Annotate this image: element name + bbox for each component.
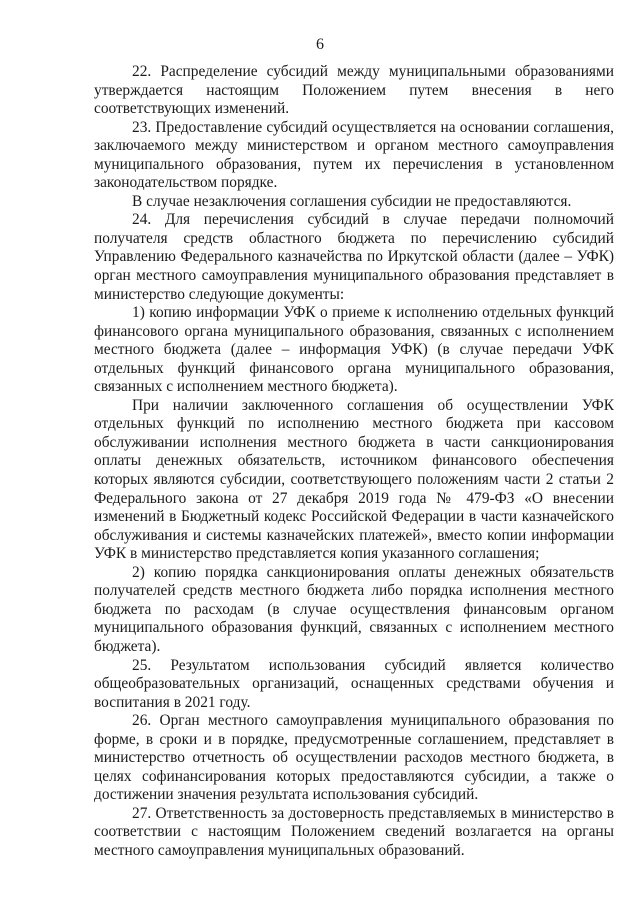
paragraph-22: 22. Распределение субсидий между муниципальными образованиями утверждается настоящим Положением путем внесения в него соответствующих изменений. (94, 63, 614, 118)
paragraph-24: 24. Для перечисления субсидий в случае передачи полномочий получателя средств областного бюджета по перечислению субсидий Управлению Федерального казначейства по Иркутской области (далее – УФК) орган местного самоуправления муниципального образования представляет в министерство следующие документы: (94, 211, 614, 303)
paragraph-24-item-2: 2) копию порядка санкционирования оплаты денежных обязательств получателей средств местного бюджета либо порядка исполнения местного бюджета по расходам (в случае осуществления финансовым органом муниципального образования функций, связанных с исполнением местного бюджета). (94, 563, 614, 655)
paragraph-27: 27. Ответственность за достоверность представляемых в министерство в соответствии с настоящим Положением сведений возлагается на органы местного самоуправления муниципальных образований. (94, 804, 614, 859)
paragraph-23: 23. Предоставление субсидий осуществляется на основании соглашения, заключаемого между министерством и органом местного самоуправления муниципального образования, путем их перечисления в установленном законодательством порядке. (94, 118, 614, 192)
page-number: 6 (316, 36, 324, 53)
paragraph-26: 26. Орган местного самоуправления муниципального образования по форме, в сроки и в порядке, предусмотренные соглашением, представляет в министерство отчетность об осуществлении расходов местного бюджета, в целях софинансирования которых предоставляются субсидии, а также о достижении значения результата использования субсидий. (94, 712, 614, 804)
paragraph-23-note: В случае незаключения соглашения субсидии не предоставляются. (132, 192, 572, 210)
document-body (94, 63, 614, 861)
paragraph-24-agreement: При наличии заключенного соглашения об осуществлении УФК отдельных функций по исполнению местного бюджета при кассовом обслуживании исполнения местного бюджета в части санкционирования оплаты денежных обязательств, источником финансового обеспечения которых являются субсидии, соответствующего положениям части 2 статьи 2 Федерального закона от 27 декабря 2019 года № 479-ФЗ «О внесении изменений в Бюджетный кодекс Российской Федерации в части казначейского обслуживания и системы казначейских платежей», вместо копии информации УФК в министерство представляется копия указанного соглашения; (94, 396, 614, 563)
paragraph-25: 25. Результатом использования субсидий является количество общеобразовательных организаций, оснащенных средствами обучения и воспитания в 2021 году. (94, 656, 614, 711)
paragraph-24-item-1: 1) копию информации УФК о приеме к исполнению отдельных функций финансового органа муниципального образования, связанных с исполнением местного бюджета (далее – информация УФК) (в случае передачи УФК отдельных функций финансового органа муниципального образования, связанных с исполнением местного бюджета). (94, 304, 614, 396)
